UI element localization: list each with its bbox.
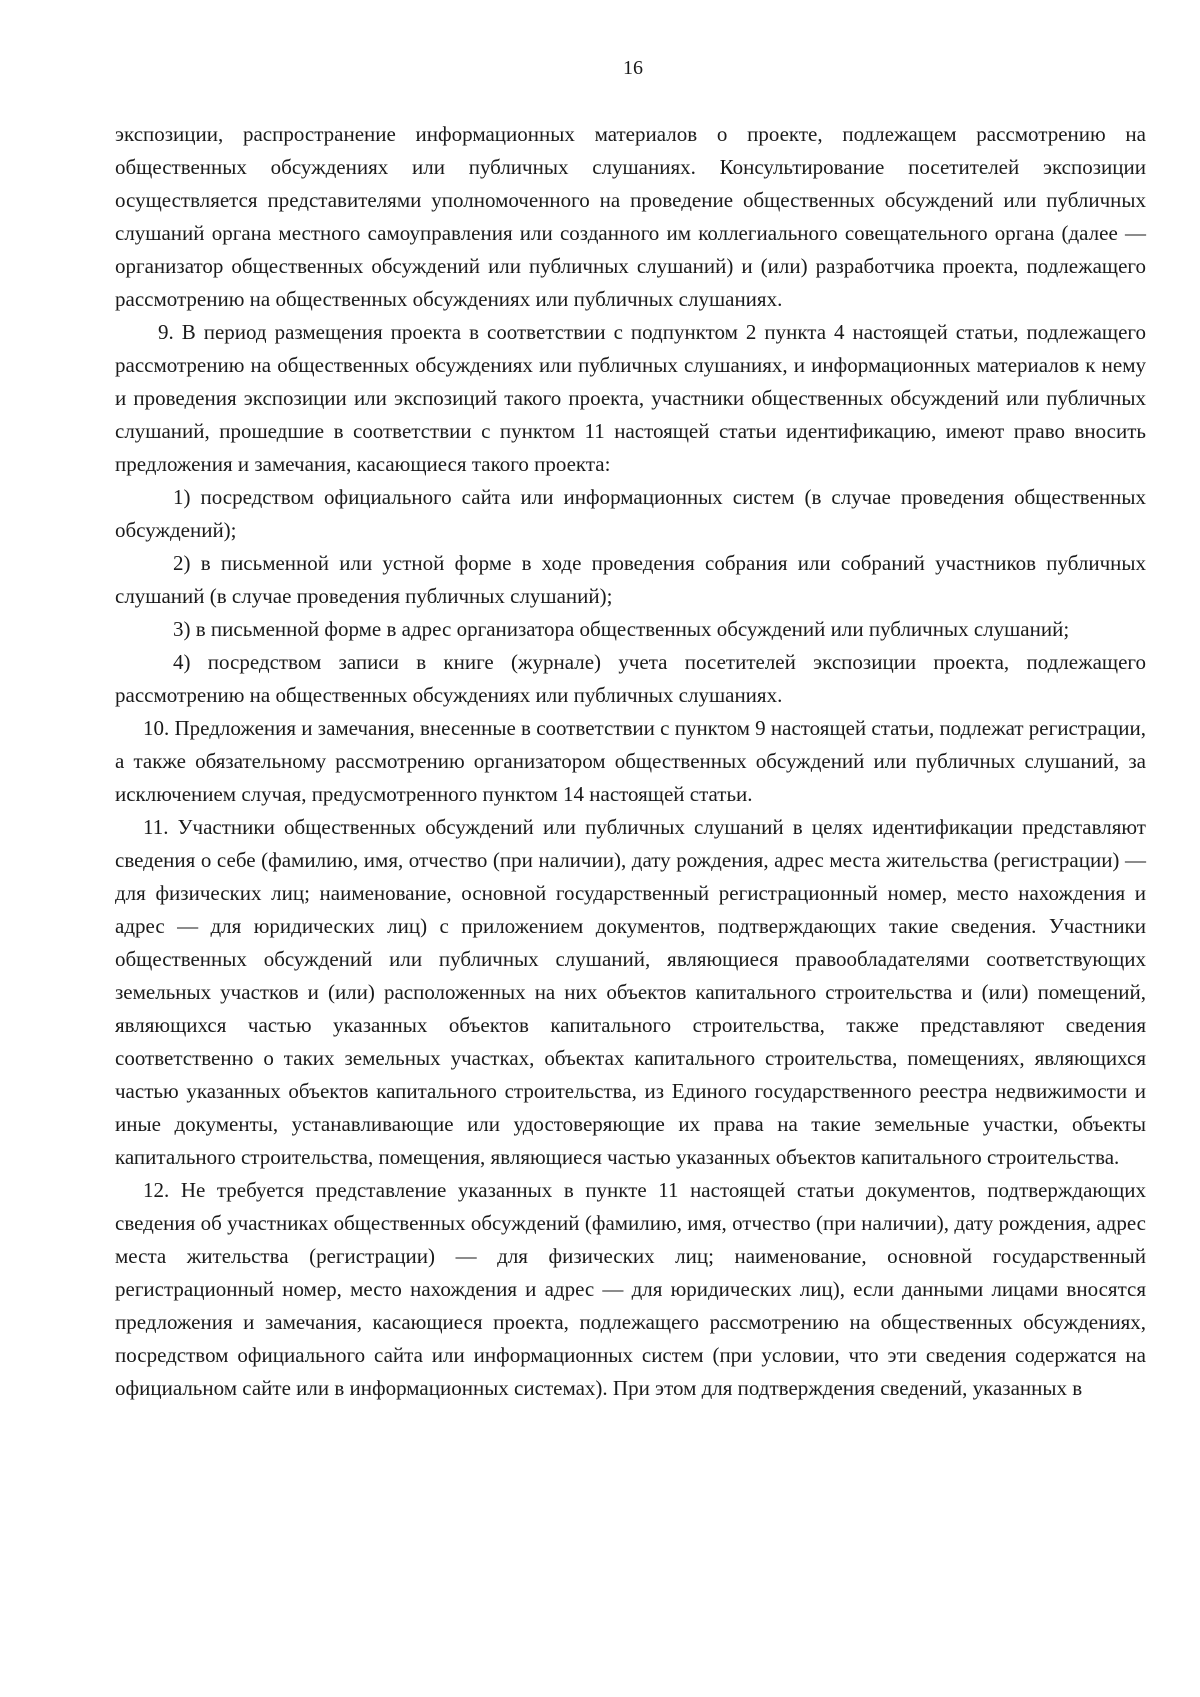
subitem-1: 1) посредством официального сайта или информационных систем (в случае проведения общественных обсуждений); xyxy=(115,485,1146,542)
page-number: 16 xyxy=(623,57,643,79)
subitem-2: 2) в письменной или устной форме в ходе проведения собрания или собраний участников публичных слушаний (в случае проведения публичных слушаний); xyxy=(115,551,1146,608)
paragraph-item-12: 12. Не требуется представление указанных в пункте 11 настоящей статьи документов, подтверждающих сведения об участниках общественных обсуждений (фамилию, имя, отчество (при наличии), дату рождения, адрес места жительства (регистрации) — для физических лиц; наименование, основной государственный регистрационный номер, место нахождения и адрес — для юридических лиц), если данными лицами вносятся предложения и замечания, касающиеся проекта, подлежащего рассмотрению на общественных обсуждениях, посредством официального сайта или информационных систем (при условии, что эти сведения содержатся на официальном сайте или в информационных системах). При этом для подтверждения сведений, указанных в xyxy=(115,1178,1146,1400)
subitem-4: 4) посредством записи в книге (журнале) учета посетителей экспозиции проекта, подлежащего рассмотрению на общественных обсуждениях или публичных слушаниях. xyxy=(115,650,1146,707)
document-body xyxy=(115,118,1146,1405)
subitem-3: 3) в письменной форме в адрес организатора общественных обсуждений или публичных слушаний; xyxy=(173,617,1070,641)
paragraph-item-10: 10. Предложения и замечания, внесенные в соответствии с пунктом 9 настоящей статьи, подлежат регистрации, а также обязательному рассмотрению организатором общественных обсуждений или публичных слушаний, за исключением случая, предусмотренного пунктом 14 настоящей статьи. xyxy=(115,716,1146,806)
paragraph-item-9: 9. В период размещения проекта в соответствии с подпунктом 2 пункта 4 настоящей статьи, подлежащего рассмотрению на общественных обсуждениях или публичных слушаниях, и информационных материалов к нему и проведения экспозиции или экспозиций такого проекта, участники общественных обсуждений или публичных слушаний, прошедшие в соответствии с пунктом 11 настоящей статьи идентификацию, имеют право вносить предложения и замечания, касающиеся такого проекта: xyxy=(115,320,1146,476)
paragraph-continuation: экспозиции, распространение информационных материалов о проекте, подлежащем рассмотрению на общественных обсуждениях или публичных слушаниях. Консультирование посетителей экспозиции осуществляется представителями уполномоченного на проведение общественных обсуждений или публичных слушаний органа местного самоуправления или созданного им коллегиального совещательного органа (далее — организатор общественных обсуждений или публичных слушаний) и (или) разработчика проекта, подлежащего рассмотрению на общественных обсуждениях или публичных слушаниях. xyxy=(115,122,1146,311)
paragraph-item-11: 11. Участники общественных обсуждений или публичных слушаний в целях идентификации представляют сведения о себе (фамилию, имя, отчество (при наличии), дату рождения, адрес места жительства (регистрации) — для физических лиц; наименование, основной государственный регистрационный номер, место нахождения и адрес — для юридических лиц) с приложением документов, подтверждающих такие сведения. Участники общественных обсуждений или публичных слушаний, являющиеся правообладателями соответствующих земельных участков и (или) расположенных на них объектов капитального строительства и (или) помещений, являющихся частью указанных объектов капитального строительства, также представляют сведения соответственно о таких земельных участках, объектах капитального строительства, помещениях, являющихся частью указанных объектов капитального строительства, из Единого государственного реестра недвижимости и иные документы, устанавливающие или удостоверяющие их права на такие земельные участки, объекты капитального строительства, помещения, являющиеся частью указанных объектов капитального строительства. xyxy=(115,815,1146,1169)
